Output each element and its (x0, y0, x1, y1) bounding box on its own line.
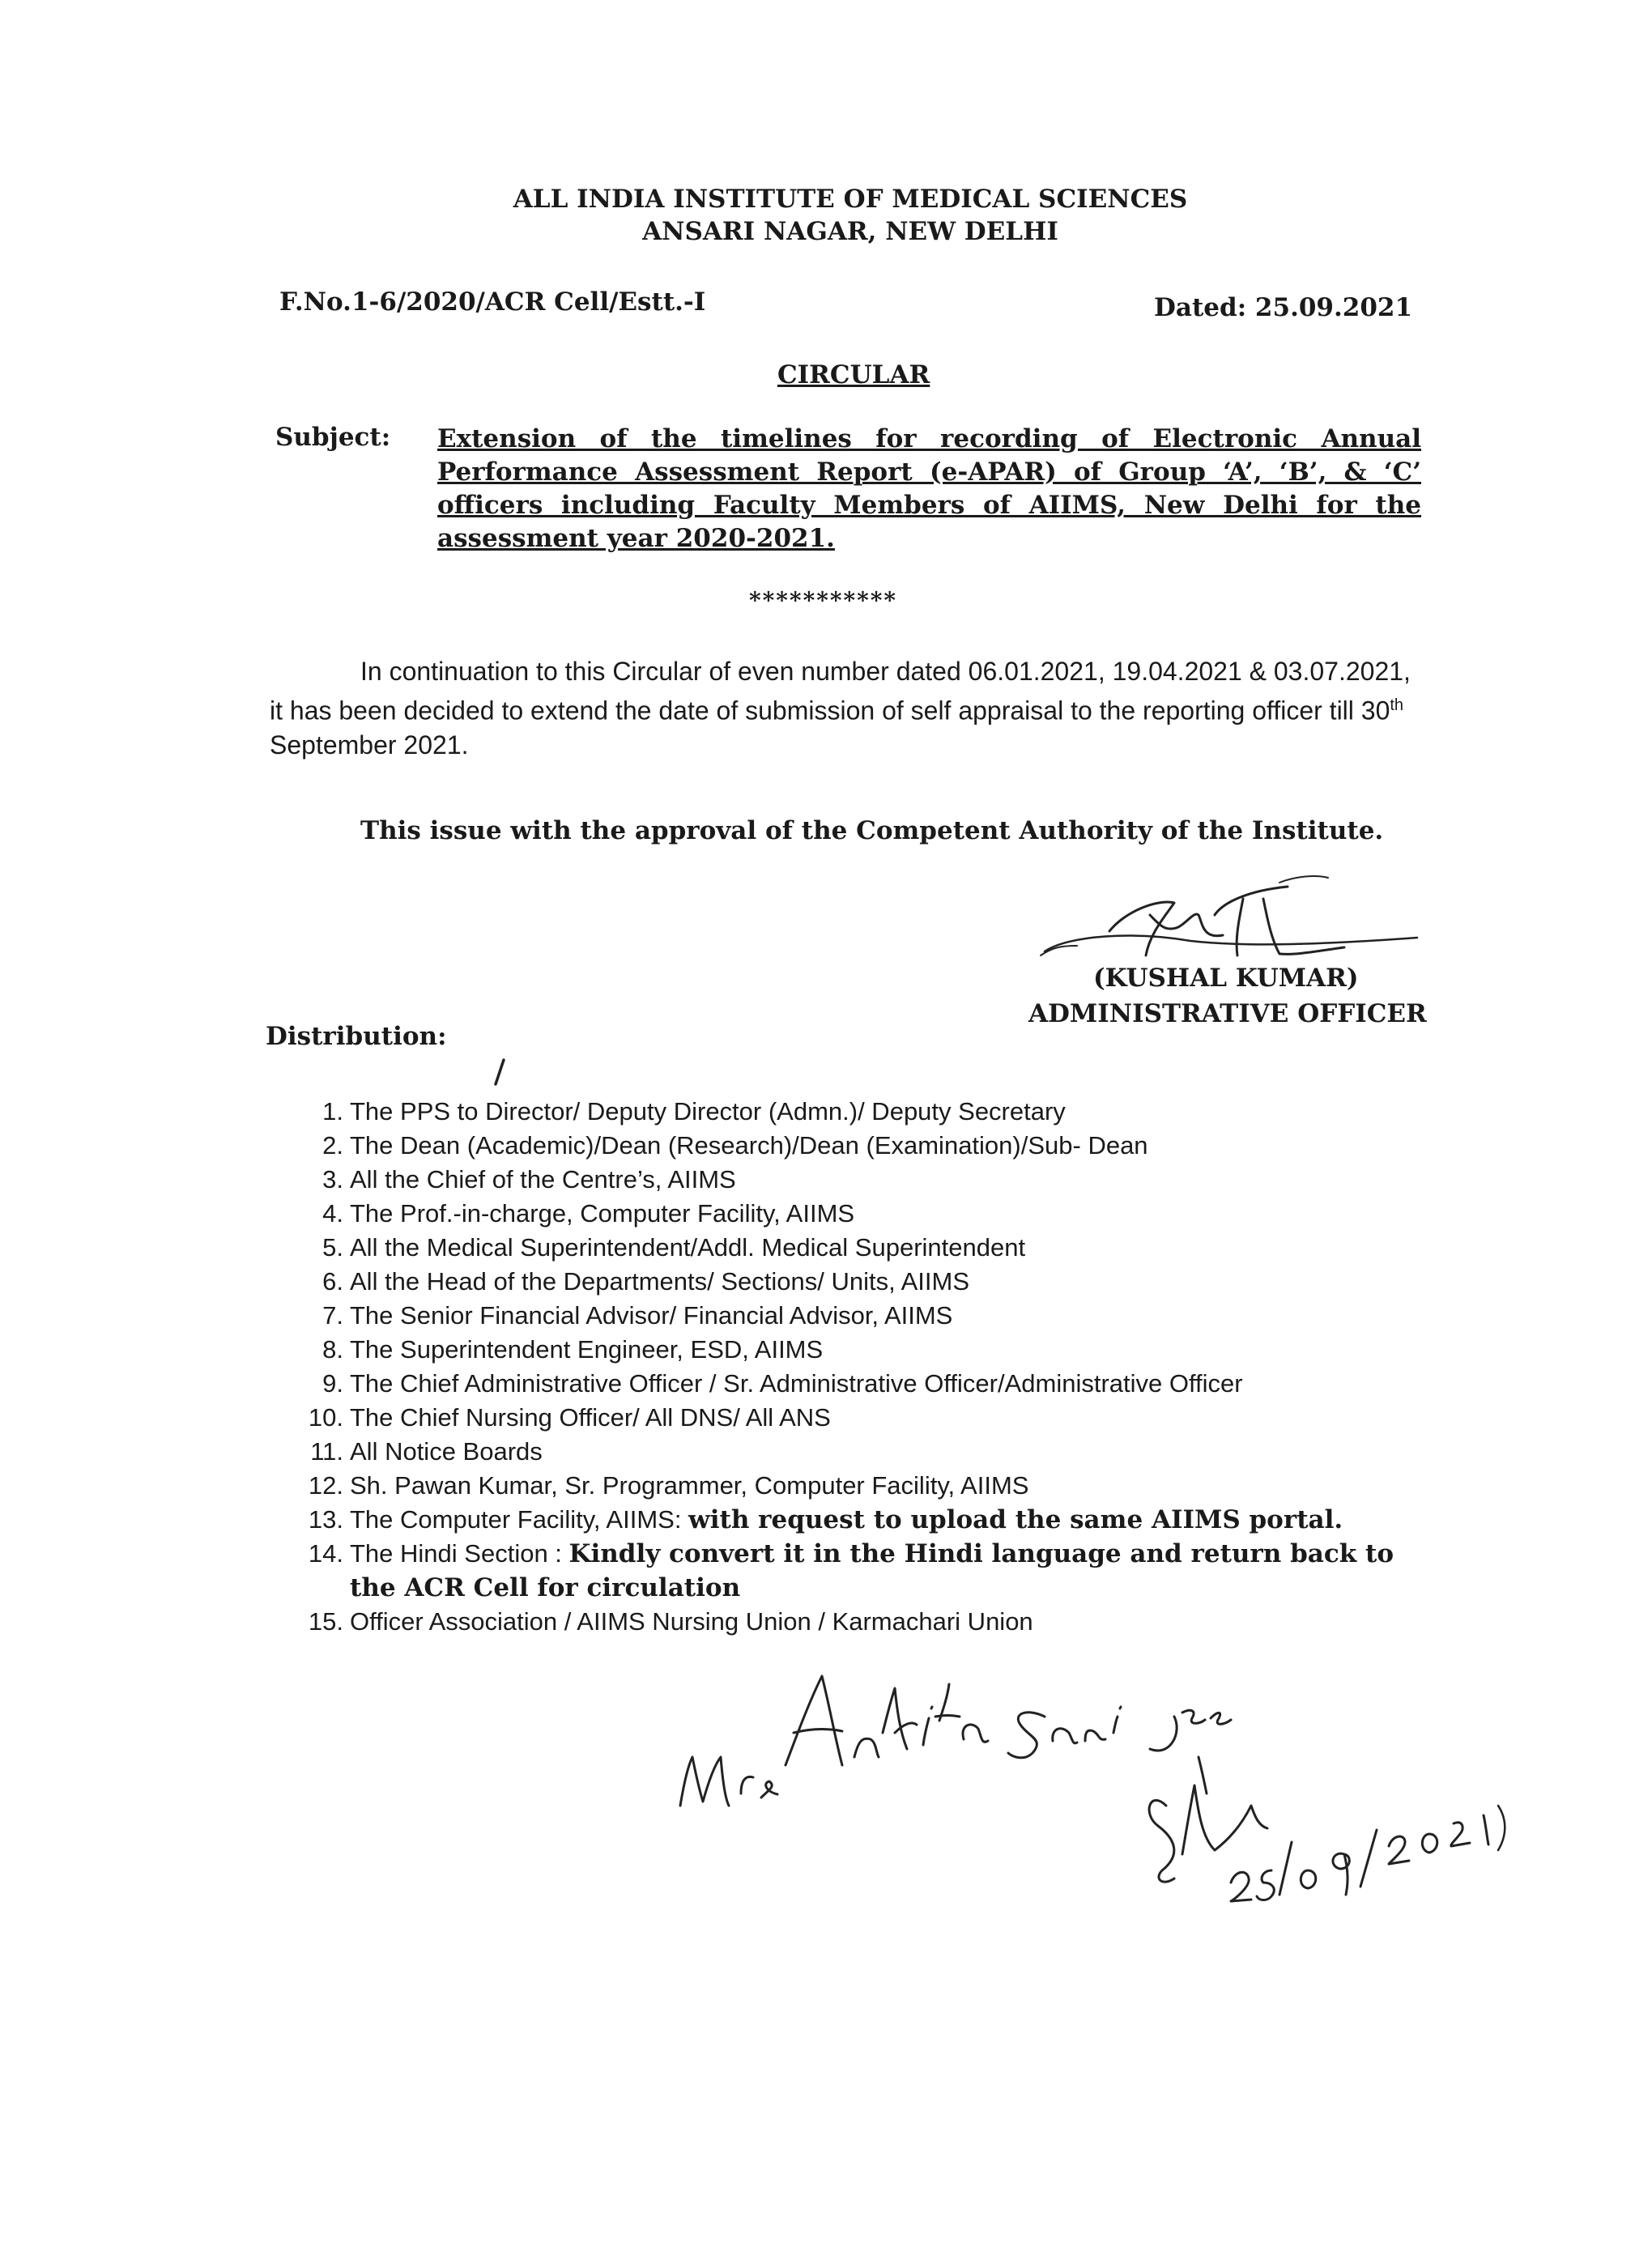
distribution-item-instruction: with request to upload the same AIIMS portal. (688, 1505, 1343, 1534)
distribution-item (300, 1163, 1425, 1197)
distribution-item (300, 1537, 1425, 1605)
signatory-name: (KUSHAL KUMAR) (1093, 964, 1359, 993)
org-address: ANSARI NAGAR, NEW DELHI (642, 217, 1058, 246)
distribution-item-text (350, 1265, 1425, 1299)
distribution-list (300, 1095, 1425, 1639)
distribution-item-label: The Chief Nursing Officer/ All DNS/ All ANS (350, 1403, 831, 1432)
tick-mark-icon (486, 1057, 510, 1089)
distribution-item-label: The Hindi Section : (350, 1539, 569, 1568)
distribution-item-label: The Senior Financial Advisor/ Financial Advisor, AIIMS (350, 1301, 953, 1330)
distribution-item (300, 1299, 1425, 1333)
distribution-item-text (350, 1163, 1425, 1197)
distribution-item-label: The Chief Administrative Officer / Sr. Administrative Officer/Administrative Officer (350, 1369, 1243, 1398)
separator: *********** (749, 587, 898, 614)
distribution-item-number: 3. (322, 1165, 343, 1194)
distribution-item-label: The Superintendent Engineer, ESD, AIIMS (350, 1335, 824, 1364)
distribution-item-text (350, 1197, 1425, 1231)
distribution-item-text (350, 1503, 1425, 1537)
subject-label: Subject: (275, 423, 391, 452)
handwritten-note-icon (664, 1644, 1522, 1911)
distribution-item-label: The PPS to Director/ Deputy Director (Admn.)/ Deputy Secretary (350, 1097, 1066, 1126)
date: Dated: 25.09.2021 (1154, 293, 1413, 322)
distribution-item-label: The Prof.-in-charge, Computer Facility, AIIMS (350, 1199, 855, 1228)
distribution-item-label: The Computer Facility, AIIMS: (350, 1505, 689, 1534)
file-number: F.No.1-6/2020/ACR Cell/Estt.-I (279, 287, 706, 317)
distribution-item-number: 9. (322, 1369, 343, 1398)
distribution-item-instruction: Kindly convert it in the Hindi language and return back to the ACR Cell for circulation (350, 1539, 1394, 1602)
distribution-item-text (350, 1469, 1425, 1503)
ordinal-suffix: th (1390, 696, 1404, 714)
distribution-item-number: 1. (322, 1097, 343, 1126)
distribution-item (300, 1095, 1425, 1129)
distribution-item-number: 8. (322, 1335, 343, 1364)
distribution-item-text (350, 1231, 1425, 1265)
distribution-item-number: 2. (322, 1131, 343, 1160)
distribution-item-label: All Notice Boards (350, 1437, 543, 1466)
distribution-item (300, 1197, 1425, 1231)
distribution-item (300, 1401, 1425, 1435)
distribution-item-number: 10. (308, 1403, 343, 1432)
distribution-item (300, 1469, 1425, 1503)
distribution-item-text (350, 1537, 1425, 1605)
distribution-item-text (350, 1605, 1425, 1639)
distribution-item (300, 1503, 1425, 1537)
body-paragraph (270, 654, 1420, 762)
distribution-item (300, 1129, 1425, 1163)
body-text-part2: September 2021. (270, 730, 469, 760)
distribution-item (300, 1231, 1425, 1265)
document-heading: CIRCULAR (777, 360, 930, 389)
distribution-item-text (350, 1129, 1425, 1163)
approval-statement: This issue with the approval of the Competent Authority of the Institute. (360, 816, 1384, 845)
distribution-item-text (350, 1299, 1425, 1333)
distribution-item-text (350, 1333, 1425, 1367)
distribution-item-label: Sh. Pawan Kumar, Sr. Programmer, Computer Facility, AIIMS (350, 1471, 1029, 1500)
distribution-item-number: 4. (322, 1199, 343, 1228)
distribution-item-text (350, 1095, 1425, 1129)
distribution-item-label: The Dean (Academic)/Dean (Research)/Dean (Examination)/Sub- Dean (350, 1131, 1148, 1160)
signatory-designation: ADMINISTRATIVE OFFICER (1028, 999, 1427, 1028)
distribution-item (300, 1367, 1425, 1401)
signature-icon (1037, 866, 1425, 972)
subject-text: Extension of the timelines for recording of Electronic Annual Performance Assessment Report (e-APAR) of Group ‘A’, ‘B’, & ‘C’ officers including Faculty Members of AIIMS, New Delhi for the assessment year 2020-2021. (437, 424, 1421, 553)
distribution-item (300, 1265, 1425, 1299)
distribution-item-label: All the Head of the Departments/ Sections/ Units, AIIMS (350, 1267, 970, 1296)
distribution-item (300, 1435, 1425, 1469)
distribution-item-text (350, 1435, 1425, 1469)
distribution-item-number: 14. (308, 1539, 343, 1568)
distribution-item (300, 1605, 1425, 1639)
distribution-item (300, 1333, 1425, 1367)
distribution-item-number: 12. (308, 1471, 343, 1500)
distribution-item-number: 11. (310, 1437, 343, 1466)
distribution-item-number: 7. (322, 1301, 343, 1330)
distribution-item-number: 6. (322, 1267, 343, 1296)
distribution-item-text (350, 1367, 1425, 1401)
org-name: ALL INDIA INSTITUTE OF MEDICAL SCIENCES (513, 185, 1188, 214)
distribution-item-text (350, 1401, 1425, 1435)
distribution-item-number: 13. (308, 1505, 343, 1534)
distribution-item-label: All the Medical Superintendent/Addl. Medical Superintendent (350, 1233, 1026, 1262)
distribution-label: Distribution: (266, 1022, 447, 1051)
body-text-part1: In continuation to this Circular of even number dated 06.01.2021, 19.04.2021 & 03.07.2021, it has been decided to extend the date of submission of self appraisal to the reporting officer till 30 (270, 657, 1411, 726)
distribution-item-number: 15. (308, 1607, 343, 1636)
distribution-item-number: 5. (322, 1233, 343, 1262)
distribution-item-label: Officer Association / AIIMS Nursing Union / Karmachari Union (350, 1607, 1033, 1636)
distribution-item-label: All the Chief of the Centre’s, AIIMS (350, 1165, 736, 1194)
